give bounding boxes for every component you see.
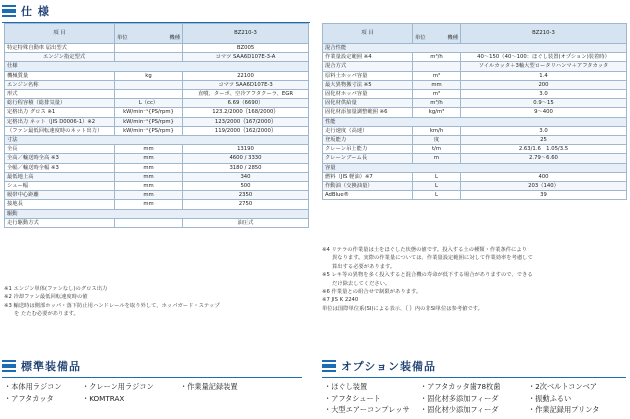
row-unit: L <box>413 172 461 181</box>
row-item: 全長 <box>5 145 115 154</box>
header-model: BZ210-3 <box>461 24 627 44</box>
note-line: ※6 作業量との組合せで制限があります。 <box>322 289 422 296</box>
table-row <box>5 154 309 163</box>
row-item: 接地長 <box>5 200 115 209</box>
row-unit: m³/h <box>413 53 461 62</box>
header-model: BZ210-3 <box>183 24 309 44</box>
row-item: 機械質量 <box>5 71 115 80</box>
table-row <box>5 71 309 80</box>
row-value: 119/2000｛162/2000｝ <box>183 126 309 135</box>
row-value: 油圧式 <box>183 218 309 227</box>
equipment-item: ・本体用ラジコン <box>4 382 62 391</box>
row-unit: mm <box>115 191 183 200</box>
note-line: ※7 JIS K 2240 <box>322 297 359 304</box>
table-row <box>5 200 309 209</box>
row-value: 0.9～15 <box>461 99 627 108</box>
row-item: 原料土ホッパ容量 <box>323 71 413 80</box>
row-unit: kW/min⁻¹{PS/rpm} <box>115 108 183 117</box>
category-row <box>5 136 309 145</box>
equipment-item: ・作業記録用プリンタ <box>528 405 600 414</box>
table-row <box>5 53 309 62</box>
table-row <box>5 218 309 227</box>
header-unit-model <box>115 24 183 44</box>
row-item: 定格出力 グロス ※1 <box>5 108 115 117</box>
table-row <box>5 145 309 154</box>
row-unit: km/h <box>413 126 461 135</box>
header-unit-model <box>413 24 461 44</box>
row-unit: 度 <box>413 136 461 145</box>
row-unit: m <box>413 154 461 163</box>
header-item: 項 目 <box>5 24 115 44</box>
left-notes <box>4 285 220 319</box>
row-item: クレーン吊上能力 <box>323 145 413 154</box>
category-label: 寸法 <box>5 136 309 145</box>
note-line: ※1 エンジン単体(ファンなし)のグロス出力 <box>4 286 108 292</box>
row-item: 固化材供給量 <box>323 99 413 108</box>
table-row <box>323 191 627 200</box>
row-unit: t/m <box>413 145 461 154</box>
row-value: 123.2/2000｛168/2000｝ <box>183 108 309 117</box>
equipment-item: ・2次ベルトコンベア <box>528 382 597 391</box>
note-line: 異なります。実際の作業量については、作業量設定範囲に対して作業効率を考慮して <box>332 255 533 262</box>
row-unit: m³ <box>413 71 461 80</box>
category-row <box>5 62 309 71</box>
row-item: クレーンブーム長 <box>323 154 413 163</box>
row-value: 3.0 <box>461 90 627 99</box>
category-row <box>5 209 309 218</box>
row-item: エンジン名称 <box>5 80 115 89</box>
table-row <box>5 172 309 181</box>
table-row <box>323 99 627 108</box>
title-rule <box>322 377 626 378</box>
right-notes <box>322 246 533 313</box>
row-unit: m³/h <box>413 99 461 108</box>
row-item: 全高／輸送時全高 ※3 <box>5 154 115 163</box>
row-item: 走行駆動方式 <box>5 218 115 227</box>
title-bar-icon <box>322 360 336 372</box>
row-value: 40～150（40～100：ほぐし装置(オプション)装着時） <box>461 53 627 62</box>
row-value: 123/2000｛167/2000｝ <box>183 117 309 126</box>
header-model-label: 機種 <box>447 35 458 42</box>
table-row <box>5 108 309 117</box>
table-row <box>323 90 627 99</box>
row-value: 4600 / 3330 <box>183 154 309 163</box>
row-unit <box>115 90 183 99</box>
row-value: 3.0 <box>461 126 627 135</box>
row-item: 全幅／輸送時全幅 ※3 <box>5 163 115 172</box>
table-row <box>323 154 627 163</box>
equipment-item: ・大型エアーコンプレッサ <box>324 405 410 414</box>
option-section-title <box>322 358 626 374</box>
row-unit: mm <box>115 200 183 209</box>
equipment-item: ・アフタシュート <box>324 393 381 403</box>
equipment-item: ・KOMTRAX <box>82 393 125 403</box>
table-row <box>323 62 627 71</box>
unit-model-label <box>415 25 458 43</box>
equipment-item: ・固化材多添加フィーダ <box>420 393 499 403</box>
title-bar-icon <box>2 5 16 17</box>
spec-table-left <box>4 23 309 228</box>
note-line: ※5 レキ等の異物を多く投入すると混合機の寿命が低下する場合がありますので、できる <box>322 272 533 279</box>
equipment-column <box>324 381 410 416</box>
row-unit: mm <box>413 80 461 89</box>
row-unit: kg <box>115 71 183 80</box>
row-unit <box>115 80 183 89</box>
equipment-column <box>82 381 154 404</box>
table-row <box>5 90 309 99</box>
row-unit: mm <box>115 145 183 154</box>
category-label: 混合性能 <box>323 44 627 53</box>
row-item: 混合方式 <box>323 62 413 71</box>
row-value: 2.79～6.60 <box>461 154 627 163</box>
row-unit: L（cc） <box>115 99 183 108</box>
note-line: 算出する必要があります。 <box>332 263 396 270</box>
table-header-row <box>5 24 309 44</box>
row-value: 340 <box>183 172 309 181</box>
table-row <box>5 80 309 89</box>
category-row <box>323 163 627 172</box>
row-unit <box>115 218 183 227</box>
row-unit <box>115 53 183 62</box>
table-row <box>5 182 309 191</box>
equipment-item: ・ほぐし装置 <box>324 382 368 391</box>
row-unit: mm <box>115 172 183 181</box>
note-line: ※4 リテラの作業量は土をほぐした状態の値です。投入する土の種類・作業条件により <box>322 247 527 253</box>
table-row <box>323 126 627 135</box>
row-unit: L <box>413 182 461 191</box>
row-value: 203（140） <box>461 182 627 191</box>
row-unit: kW/min⁻¹{PS/rpm} <box>115 117 183 126</box>
row-value: BZ005 <box>183 44 309 53</box>
row-item: 形式 <box>5 90 115 99</box>
standard-title: 標準装備品 <box>21 360 81 373</box>
equipment-column <box>528 381 599 416</box>
equipment-item: ・アフタカッタ歯78枚歯 <box>420 382 501 391</box>
row-item: 作動油（交換油量） <box>323 182 413 191</box>
row-value: 直噴、ターボ、空冷アフタクーラ、EGR <box>183 90 309 99</box>
row-unit: kg/m³ <box>413 108 461 117</box>
table-row <box>323 53 627 62</box>
row-item: 走行速度（高速） <box>323 126 413 135</box>
category-label: 性能 <box>323 117 627 126</box>
title-rule <box>2 377 302 378</box>
row-unit: mm <box>115 182 183 191</box>
equipment-item: ・振動ふるい <box>528 393 572 403</box>
category-row <box>323 44 627 53</box>
row-item: 固化材ホッパ容量 <box>323 90 413 99</box>
row-item: 作業量設定範囲 ※4 <box>323 53 413 62</box>
row-value: 500 <box>183 182 309 191</box>
row-value: 6.69（6690） <box>183 99 309 108</box>
table-row <box>323 172 627 181</box>
row-item: （ファン最低回転速度時のネット出力） <box>5 126 115 135</box>
row-item: 定格出力 ネット（JIS D0006-1）※2 <box>5 117 115 126</box>
row-item: 最低地上高 <box>5 172 115 181</box>
row-item: AdBlue® <box>323 191 413 200</box>
unit-model-label <box>117 25 180 43</box>
category-row <box>323 117 627 126</box>
note-line: ※2 冷却ファン最低回転速度時の値 <box>4 294 88 301</box>
table-row <box>323 136 627 145</box>
row-value: 13190 <box>183 145 309 154</box>
note-line: を たたむ必要があります。 <box>14 311 79 318</box>
row-unit: mm <box>115 163 183 172</box>
row-value: 39 <box>461 191 627 200</box>
equipment-column <box>180 381 238 393</box>
equipment-column <box>420 381 500 416</box>
row-value: 400 <box>461 172 627 181</box>
table-header-row <box>323 24 627 44</box>
table-row <box>323 182 627 191</box>
header-unit: 単位 <box>117 35 128 42</box>
note-line: だけ除去してください。 <box>332 280 391 287</box>
option-title: オプション装備品 <box>341 360 437 373</box>
table-row <box>5 163 309 172</box>
equipment-item: ・クレーン用ラジコン <box>82 382 154 391</box>
equipment-item: ・作業量記録装置 <box>180 382 238 391</box>
row-item: 履帯中心距離 <box>5 191 115 200</box>
header-unit: 単位 <box>415 35 426 42</box>
row-value: 2750 <box>183 200 309 209</box>
note-line: 単位は国際単位系(SI)による表示、｛ ｝内の非SI単位は参考値です。 <box>322 305 483 312</box>
title-bar-icon <box>2 360 16 372</box>
row-item: 登坂能力 <box>323 136 413 145</box>
table-row <box>5 117 309 126</box>
table-row <box>5 126 309 135</box>
spec-table-right <box>322 23 627 200</box>
note-line: ※3 輸送時は側部ホッパ・落下防止用ハンドレールを取り外して、ホッパガード・ステップ <box>4 302 220 309</box>
header-item: 項 目 <box>323 24 413 44</box>
table-row <box>323 71 627 80</box>
row-item: 特定特殊自動車 届出型式 <box>5 44 115 53</box>
row-value: 25 <box>461 136 627 145</box>
row-item: 燃料（JIS 軽油）※7 <box>323 172 413 181</box>
category-label: 駆動 <box>5 209 309 218</box>
row-value: 200 <box>461 80 627 89</box>
row-value: 2350 <box>183 191 309 200</box>
header-model-label: 機種 <box>169 35 180 42</box>
row-value: 22100 <box>183 71 309 80</box>
row-value: 2.63/1.6 1.05/3.5 <box>461 145 627 154</box>
table-row <box>323 108 627 117</box>
row-item: 最大異物搬寸法 ※5 <box>323 80 413 89</box>
row-value: コマツ SAA6D107E-3 <box>183 80 309 89</box>
category-label: 仕様 <box>5 62 309 71</box>
row-item: エンジン指定型式 <box>5 53 115 62</box>
row-value: コマツ SAA6D107E-3-A <box>183 53 309 62</box>
row-unit <box>115 44 183 53</box>
row-unit: mm <box>115 154 183 163</box>
table-row <box>5 44 309 53</box>
equipment-item: ・アフタカッタ <box>4 393 54 403</box>
spec-section-title <box>2 3 310 19</box>
row-value: 3180 / 2850 <box>183 163 309 172</box>
row-unit: m³ <box>413 90 461 99</box>
table-row <box>5 191 309 200</box>
row-unit: kW/min⁻¹{PS/rpm} <box>115 126 183 135</box>
row-item: シュー幅 <box>5 182 115 191</box>
row-unit <box>413 62 461 71</box>
table-row <box>5 99 309 108</box>
row-item: 固化材添加量調整範囲 ※6 <box>323 108 413 117</box>
category-label: 容量 <box>323 163 627 172</box>
table-row <box>323 80 627 89</box>
row-value: 9～400 <box>461 108 627 117</box>
spec-title: 仕 様 <box>21 5 50 18</box>
row-unit: L <box>413 191 461 200</box>
equipment-column <box>4 381 62 404</box>
row-item: 総行程容積（総排気量） <box>5 99 115 108</box>
standard-section-title <box>2 358 302 374</box>
row-value: 1.4 <box>461 71 627 80</box>
row-value: ソイルカッタ＋3軸大型ロータリハンマ＋アフタカッタ <box>461 62 627 71</box>
equipment-item: ・固化材少添加フィーダ <box>420 405 499 414</box>
table-row <box>323 145 627 154</box>
